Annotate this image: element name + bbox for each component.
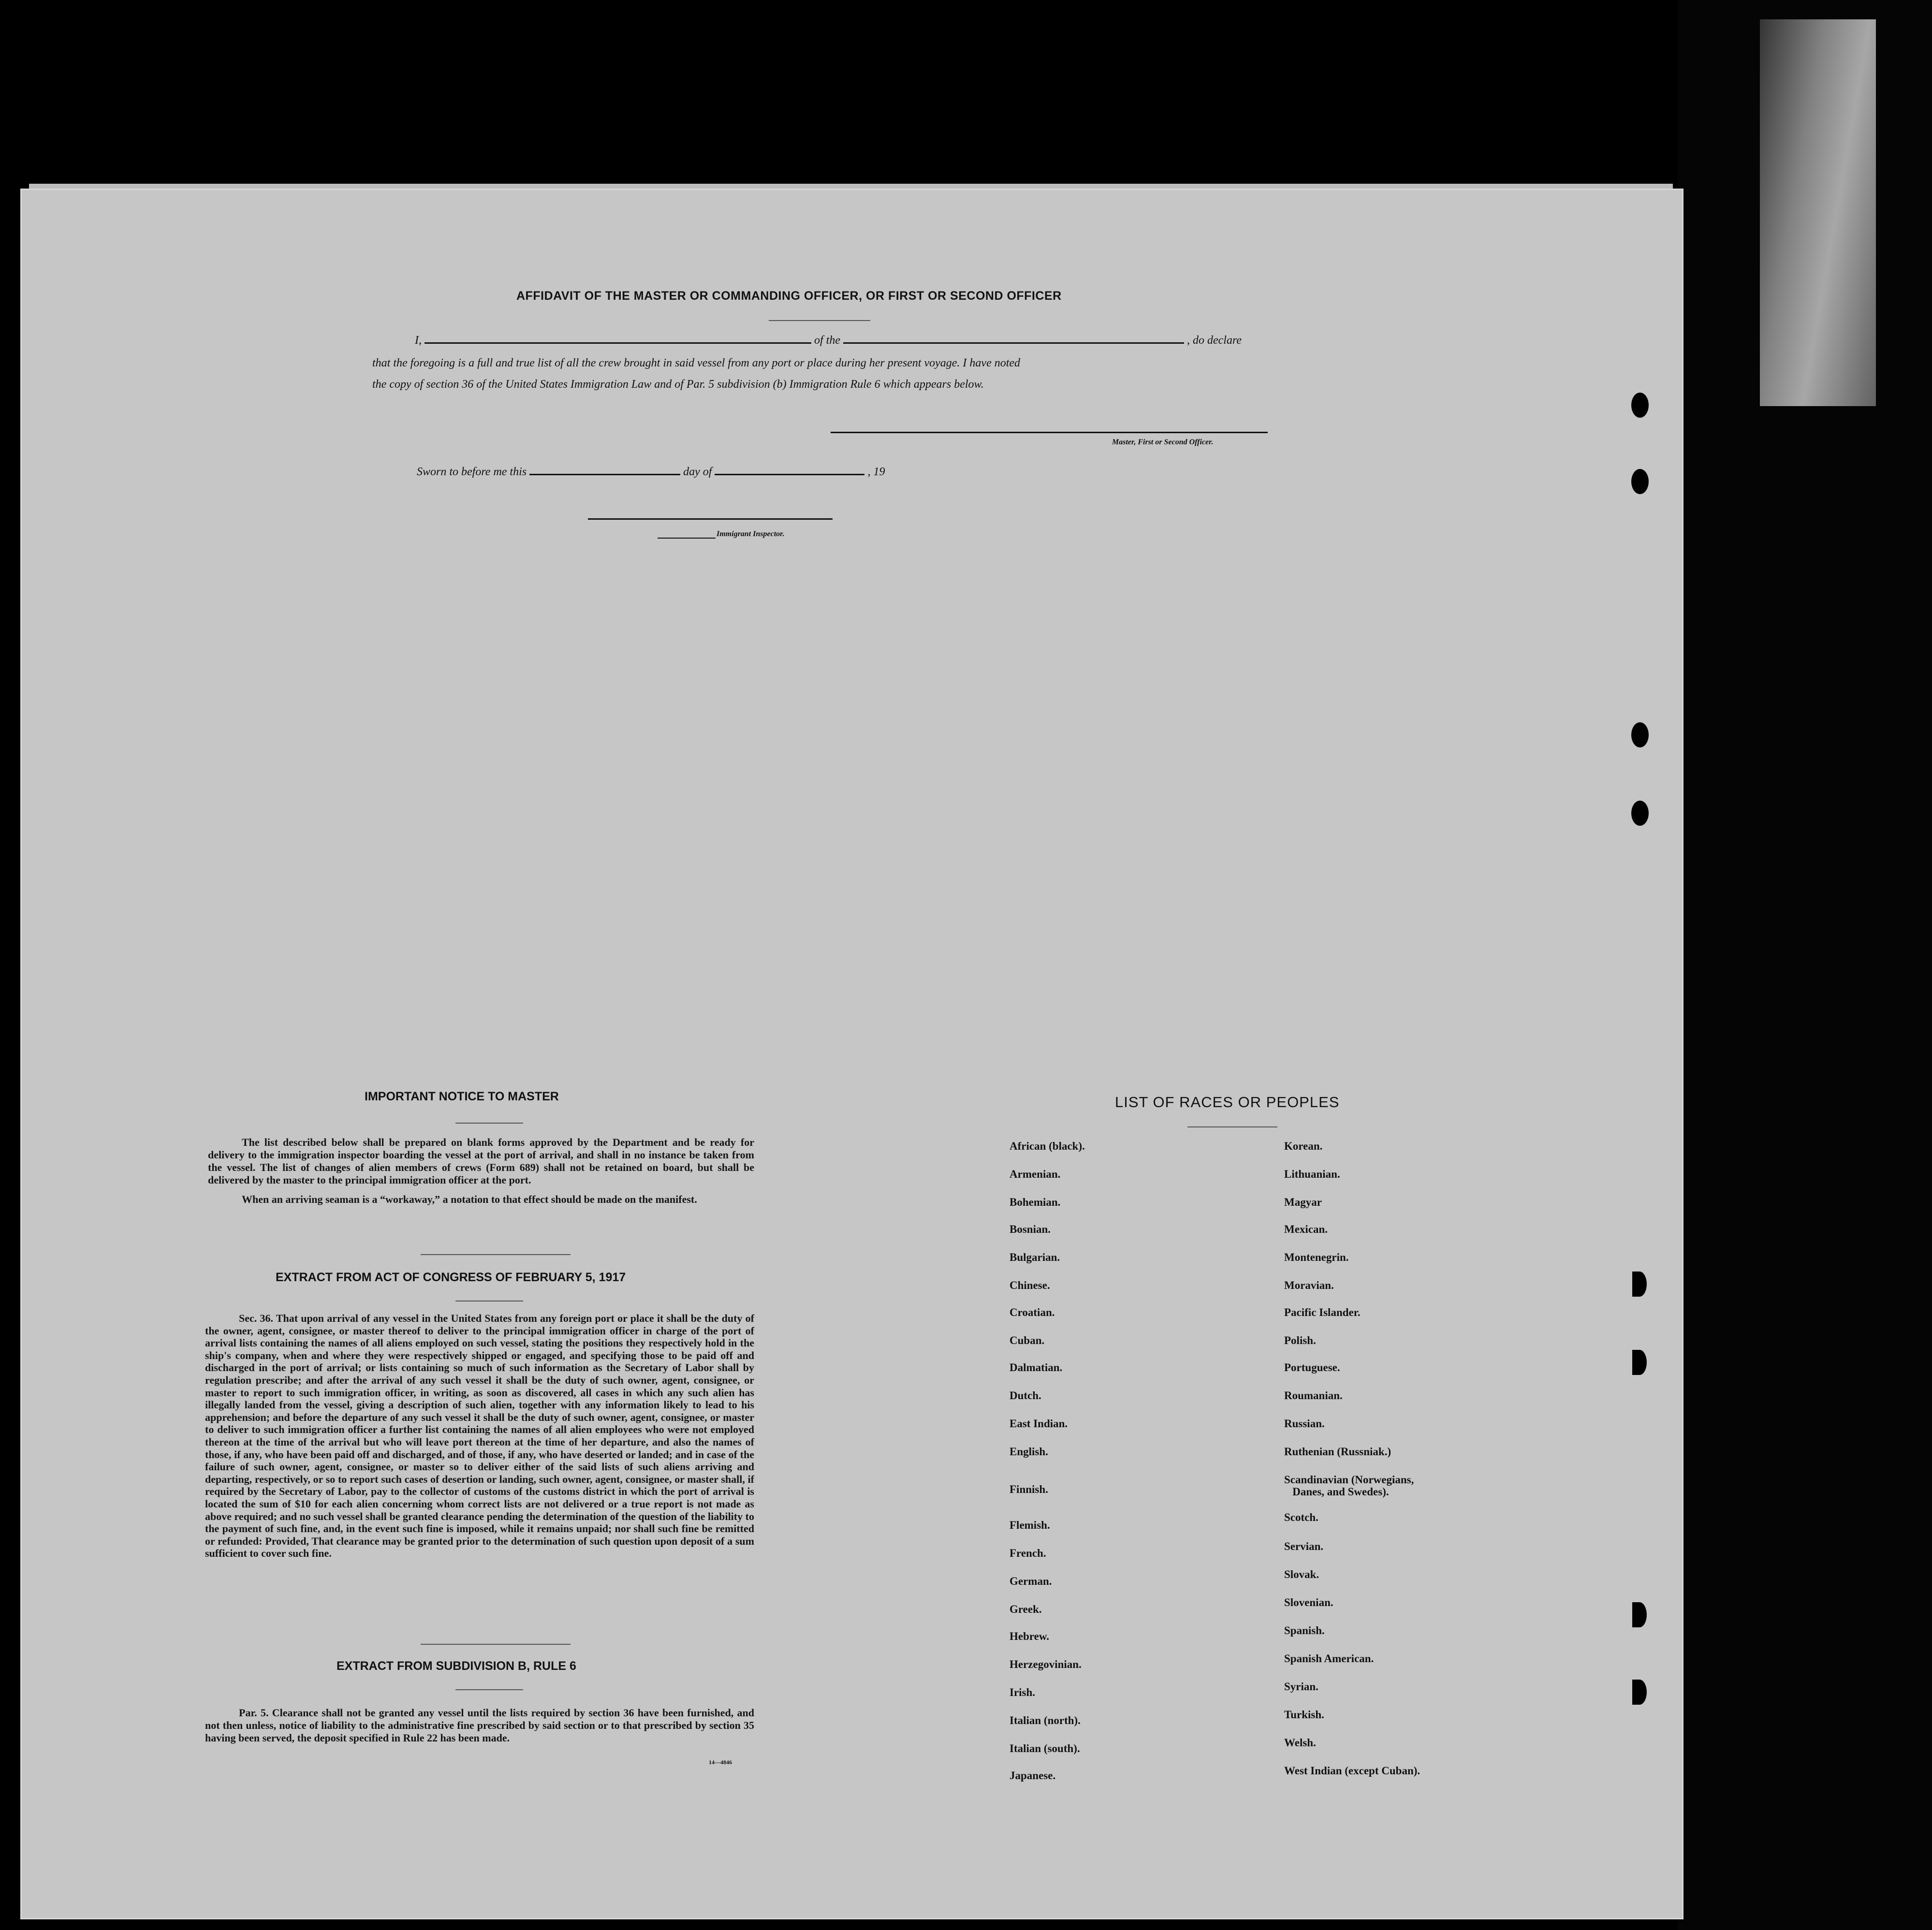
vessel-name-field[interactable] [843, 333, 1184, 344]
declaration-line [415, 333, 1242, 347]
punch-hole [1631, 801, 1649, 826]
rule-title: EXTRACT FROM SUBDIVISION B, RULE 6 [337, 1659, 576, 1673]
race-entry: Moravian. [1284, 1279, 1334, 1291]
act-title: EXTRACT FROM ACT OF CONGRESS OF FEBRUARY 5, 1917 [276, 1271, 626, 1284]
notice-divider [455, 1123, 523, 1124]
race-entry: Flemish. [1010, 1519, 1050, 1531]
race-entry: Polish. [1284, 1334, 1316, 1346]
race-entry: Cuban. [1010, 1334, 1045, 1346]
race-entry: Syrian. [1284, 1681, 1318, 1693]
binding-highlight [1760, 19, 1876, 406]
race-entry: West Indian (except Cuban). [1284, 1765, 1420, 1777]
notice-paragraph-2: When an arriving seaman is a “workaway,” a notation to that effect should be made on the manifest. [242, 1193, 697, 1205]
notice-body [208, 1136, 754, 1213]
race-entry: German. [1010, 1575, 1052, 1587]
master-signature-field[interactable] [831, 432, 1268, 433]
punch-hole [1631, 469, 1649, 494]
inspector-caption: Immigrant Inspector. [717, 530, 785, 538]
race-entry: Turkish. [1284, 1709, 1324, 1721]
race-entry: Herzegovinian. [1010, 1658, 1082, 1670]
title-divider [769, 320, 870, 321]
race-entry: African (black). [1010, 1140, 1085, 1152]
declaration-line-2: that the foregoing is a full and true list of all the crew brought in said vessel from any port or place during her present voyage. I have noted [372, 357, 1021, 369]
race-entry: Bulgarian. [1010, 1251, 1060, 1263]
race-entry: Montenegrin. [1284, 1251, 1349, 1263]
day-of-label: day of [683, 466, 712, 478]
punch-hole [1631, 393, 1649, 418]
race-entry: Welsh. [1284, 1737, 1316, 1749]
act-section-36: Sec. 36. That upon arrival of any vessel in the United States from any foreign port or place it shall be the duty of the owner, agent, consignee, or master thereof to deliver to the principal immigration officer in charge of the port of arrival lists containing the names of all aliens employed on such vessel, stating the positions they respectively hold in the ship's company, when and where they were respectively shipped or engaged, and specifying those to be paid off and discharged in the port of arrival; or lists containing so much of such information as the Secretary of Labor shall by regulation prescribe; and after the arrival of any such vessel it shall be the duty of such owner, agent, consignee, or master to report to such immigration officer, in writing, as soon as discovered, all cases in which any such alien has illegally landed from the vessel, giving a description of such alien, together with any information likely to lead to his apprehension; and before the departure of any such vessel it shall be the duty of such owner, agent, consignee, or master to deliver to such immigration officer a further list containing the names of all alien employees who were not employed thereon at the time of the arrival but who will leave port thereon at the time of her departure, and also the names of those, if any, who have been paid off and discharged, and of those, if any, who have deserted or landed; and in case of the failure of such owner, agent, consignee, or master so to deliver either of the said lists of such aliens arriving and departing, respectively, or so to report such cases of desertion or landing, such owner, agent, consignee, or master shall, if required by the Secretary of Labor, pay to the collector of customs of the customs district in which the port of arrival is located the sum of $10 for each alien concerning whom correct lists are not delivered or a true report is not made as above required; and no such vessel shall be granted clearance pending the determination of the question of the liability to the payment of such fine, and, in the event such fine is imposed, while it remains unpaid; nor shall such fine be remitted or refunded: Provided, That clearance may be granted prior to the determination of such question upon deposit of a sum sufficient to cover such fine. [205, 1312, 754, 1560]
races-divider [1187, 1126, 1277, 1127]
races-title: LIST OF RACES OR PEOPLES [1115, 1094, 1340, 1111]
declarant-prefix: I, [415, 334, 422, 347]
act-body [205, 1312, 754, 1566]
race-entry: Italian (south). [1010, 1742, 1080, 1755]
act-end-divider [421, 1644, 571, 1645]
punch-hole [1632, 1350, 1647, 1375]
race-entry: Lithuanian. [1284, 1168, 1340, 1180]
race-entry: Greek. [1010, 1603, 1042, 1615]
race-entry: Japanese. [1010, 1769, 1056, 1782]
race-entry: Italian (north). [1010, 1714, 1081, 1726]
race-entry: Irish. [1010, 1686, 1036, 1698]
punch-hole [1631, 722, 1649, 747]
sworn-line [417, 464, 885, 479]
race-entry: Spanish. [1284, 1624, 1325, 1637]
race-entry: East Indian. [1010, 1418, 1068, 1430]
inspector-caption-lead [658, 538, 716, 539]
race-entry: Russian. [1284, 1418, 1325, 1430]
race-entry: Chinese. [1010, 1279, 1050, 1291]
race-entry: Finnish. [1010, 1483, 1048, 1495]
inspector-signature-field[interactable] [588, 518, 833, 520]
punch-hole [1632, 1602, 1647, 1627]
declarant-name-field[interactable] [424, 333, 811, 344]
notice-paragraph-1: The list described below shall be prepared on blank forms approved by the Department and be ready for delivery to the immigration inspector boarding the vessel at the port of arrival, and shall in no instance be taken from the vessel. The list of changes of alien members of crews (Form 689) shall not be retained on board, but shall be delivered by the master to the principal immigration officer at the port. [208, 1136, 754, 1186]
race-entry: Dalmatian. [1010, 1361, 1063, 1374]
year-label: , 19 [867, 466, 885, 478]
race-entry: Scotch. [1284, 1511, 1318, 1523]
declaration-line-3: the copy of section 36 of the United States Immigration Law and of Par. 5 subdivision (b) Immigration Rule 6 which appears below. [372, 378, 984, 391]
notice-end-divider [421, 1254, 571, 1255]
of-the-label: of the [814, 334, 840, 347]
punch-hole [1632, 1272, 1647, 1297]
document-page [20, 189, 1683, 1919]
race-entry: Servian. [1284, 1540, 1324, 1552]
race-entry: Slovak. [1284, 1568, 1319, 1580]
race-entry: Croatian. [1010, 1306, 1055, 1318]
race-entry: Spanish American. [1284, 1652, 1374, 1665]
race-entry: French. [1010, 1547, 1046, 1559]
master-caption: Master, First or Second Officer. [1112, 438, 1214, 446]
race-entry: English. [1010, 1446, 1048, 1458]
sworn-day-field[interactable] [529, 464, 680, 475]
race-entry: Mexican. [1284, 1223, 1328, 1235]
notice-title: IMPORTANT NOTICE TO MASTER [365, 1090, 559, 1103]
race-entry: Magyar [1284, 1196, 1322, 1208]
rule-paragraph: Par. 5. Clearance shall not be granted any vessel until the lists required by section 36 have been furnished, and not then unless, notice of liability to the administrative fine prescribed by said section or to that prescribed by section 35 having been served, the deposit specified in Rule 22 has been made. [205, 1707, 754, 1744]
race-entry: Hebrew. [1010, 1630, 1049, 1642]
race-entry: Bohemian. [1010, 1196, 1061, 1208]
sworn-month-field[interactable] [715, 464, 864, 475]
race-entry: Portuguese. [1284, 1361, 1340, 1374]
punch-hole [1632, 1680, 1647, 1705]
race-entry: Armenian. [1010, 1168, 1061, 1180]
do-declare-label: , do declare [1187, 334, 1242, 347]
race-entry: Slovenian. [1284, 1596, 1333, 1608]
race-entry: Korean. [1284, 1140, 1323, 1152]
race-entry: Ruthenian (Russniak.) [1284, 1446, 1391, 1458]
race-entry: Scandinavian (Norwegians, Danes, and Swedes). [1284, 1474, 1414, 1498]
affidavit-title: AFFIDAVIT OF THE MASTER OR COMMANDING OFFICER, OR FIRST OR SECOND OFFICER [516, 289, 1062, 303]
race-entry: Roumanian. [1284, 1389, 1343, 1402]
rule-divider [455, 1689, 523, 1690]
race-entry: Pacific Islander. [1284, 1306, 1361, 1318]
rule-body [205, 1707, 754, 1751]
form-number: 14—4846 [709, 1759, 732, 1766]
race-entry: Dutch. [1010, 1389, 1041, 1402]
sworn-label: Sworn to before me this [417, 466, 527, 478]
race-entry: Bosnian. [1010, 1223, 1051, 1235]
